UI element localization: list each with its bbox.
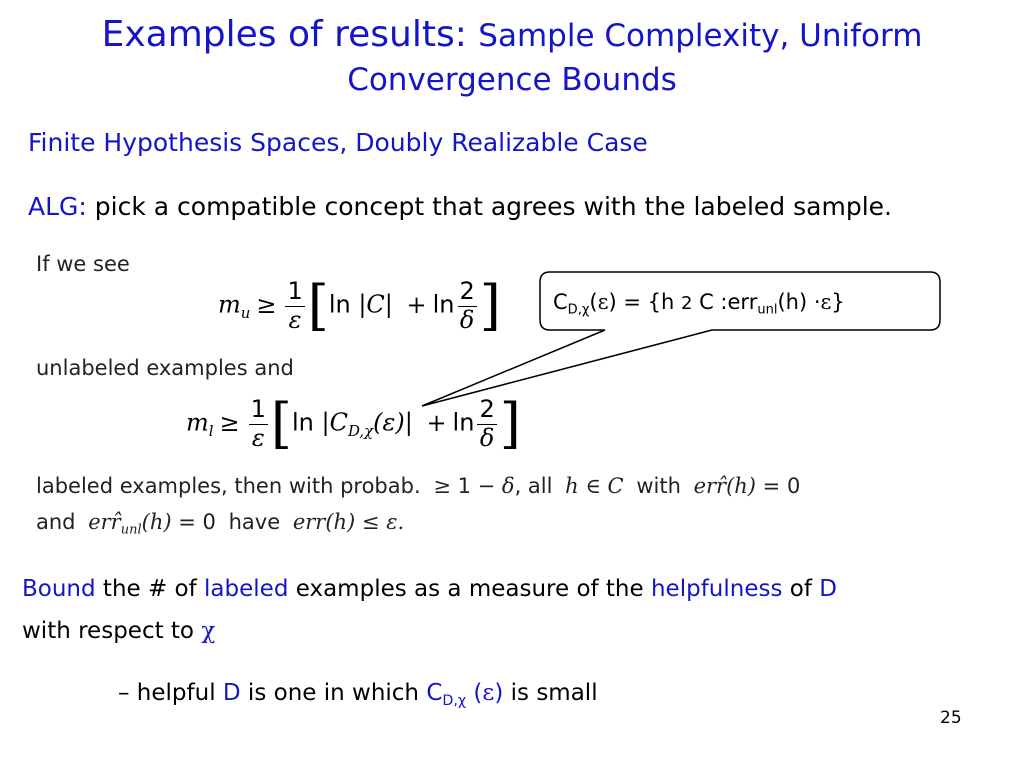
- chi-symbol: χ: [201, 618, 216, 644]
- have-text: have: [228, 510, 281, 534]
- callout-in-symbol: 2: [680, 293, 693, 314]
- bullet-text-2: is one in which: [240, 680, 427, 706]
- bound-word: Bound: [22, 576, 96, 602]
- bullet-line: [118, 680, 598, 709]
- title-rest-line1: Sample Complexity, Uniform: [478, 18, 923, 54]
- callout-set-open: ) = {h: [608, 290, 675, 314]
- err-leq-eps: err(h) ≤ ε.: [292, 510, 405, 534]
- bound-d: D: [819, 576, 837, 602]
- subtitle: Finite Hypothesis Spaces, Doubly Realizable Case: [28, 128, 648, 157]
- bullet-text-1: helpful: [129, 680, 223, 706]
- bullet-dash: –: [118, 680, 130, 706]
- bound-line1: [22, 576, 837, 602]
- bound-line2: [22, 618, 215, 644]
- err-hat-zero: err̂(h) = 0: [693, 474, 801, 498]
- bound-text-1: the # of: [95, 576, 205, 602]
- callout-h: (h): [777, 290, 808, 314]
- all-text: , all: [514, 474, 553, 498]
- equation-mu: $m_u$ ≥ $\frac{1}{\varepsilon}$ [ln |C| + ln $\frac{2}{\delta}$ ]: [218, 274, 501, 338]
- unlabeled-examples-text: unlabeled examples and: [36, 356, 294, 380]
- bound-text-3: of: [782, 576, 820, 602]
- callout-err: C :err: [699, 290, 758, 314]
- h-in-c: h ∈ C: [565, 474, 624, 498]
- err-unl-zero: $err̂_{unl}(h) = 0$: [88, 510, 216, 538]
- callout-c: $C_{D,\chi}$: [553, 290, 590, 318]
- callout-paren-open: (: [589, 290, 598, 314]
- bound-text-2: examples as a measure of the: [288, 576, 651, 602]
- bullet-d: D: [222, 680, 241, 706]
- callout-eps: ε: [597, 290, 609, 314]
- callout-set-close: }: [831, 290, 845, 314]
- bound-labeled: labeled: [204, 576, 289, 602]
- alg-label: ALG:: [28, 192, 87, 221]
- callout-unl-sub: unl: [757, 302, 778, 318]
- labeled-line-start: labeled examples, then with probab.: [36, 474, 421, 498]
- slide-title-line2: Convergence Bounds: [347, 62, 677, 98]
- callout-dot: ·: [813, 290, 821, 314]
- bound-helpfulness: helpfulness: [650, 576, 783, 602]
- equation-ml: $m_l$ ≥ $\frac{1}{\varepsilon}$ [ln $|C_{D,\chi}(\varepsilon)| + \ln$ $\frac{2}{\delta}$ ]: [186, 392, 521, 456]
- if-we-see-text: If we see: [36, 252, 130, 276]
- prob-expr: ≥ 1 − δ: [433, 474, 515, 498]
- bound-respect-text: with respect to: [22, 618, 202, 644]
- and-text: and: [36, 510, 76, 534]
- with-text: with: [636, 474, 681, 498]
- bullet-c-expr: $C_{D,\chi}$ (ε): [426, 680, 504, 709]
- page-number: 25: [940, 708, 962, 728]
- bullet-text-3: is small: [503, 680, 598, 706]
- title-lead: Examples of results:: [101, 14, 467, 55]
- callout-eps2: ε: [820, 290, 832, 314]
- alg-text: pick a compatible concept that agrees with the labeled sample.: [94, 192, 892, 221]
- callout-text: [553, 290, 845, 318]
